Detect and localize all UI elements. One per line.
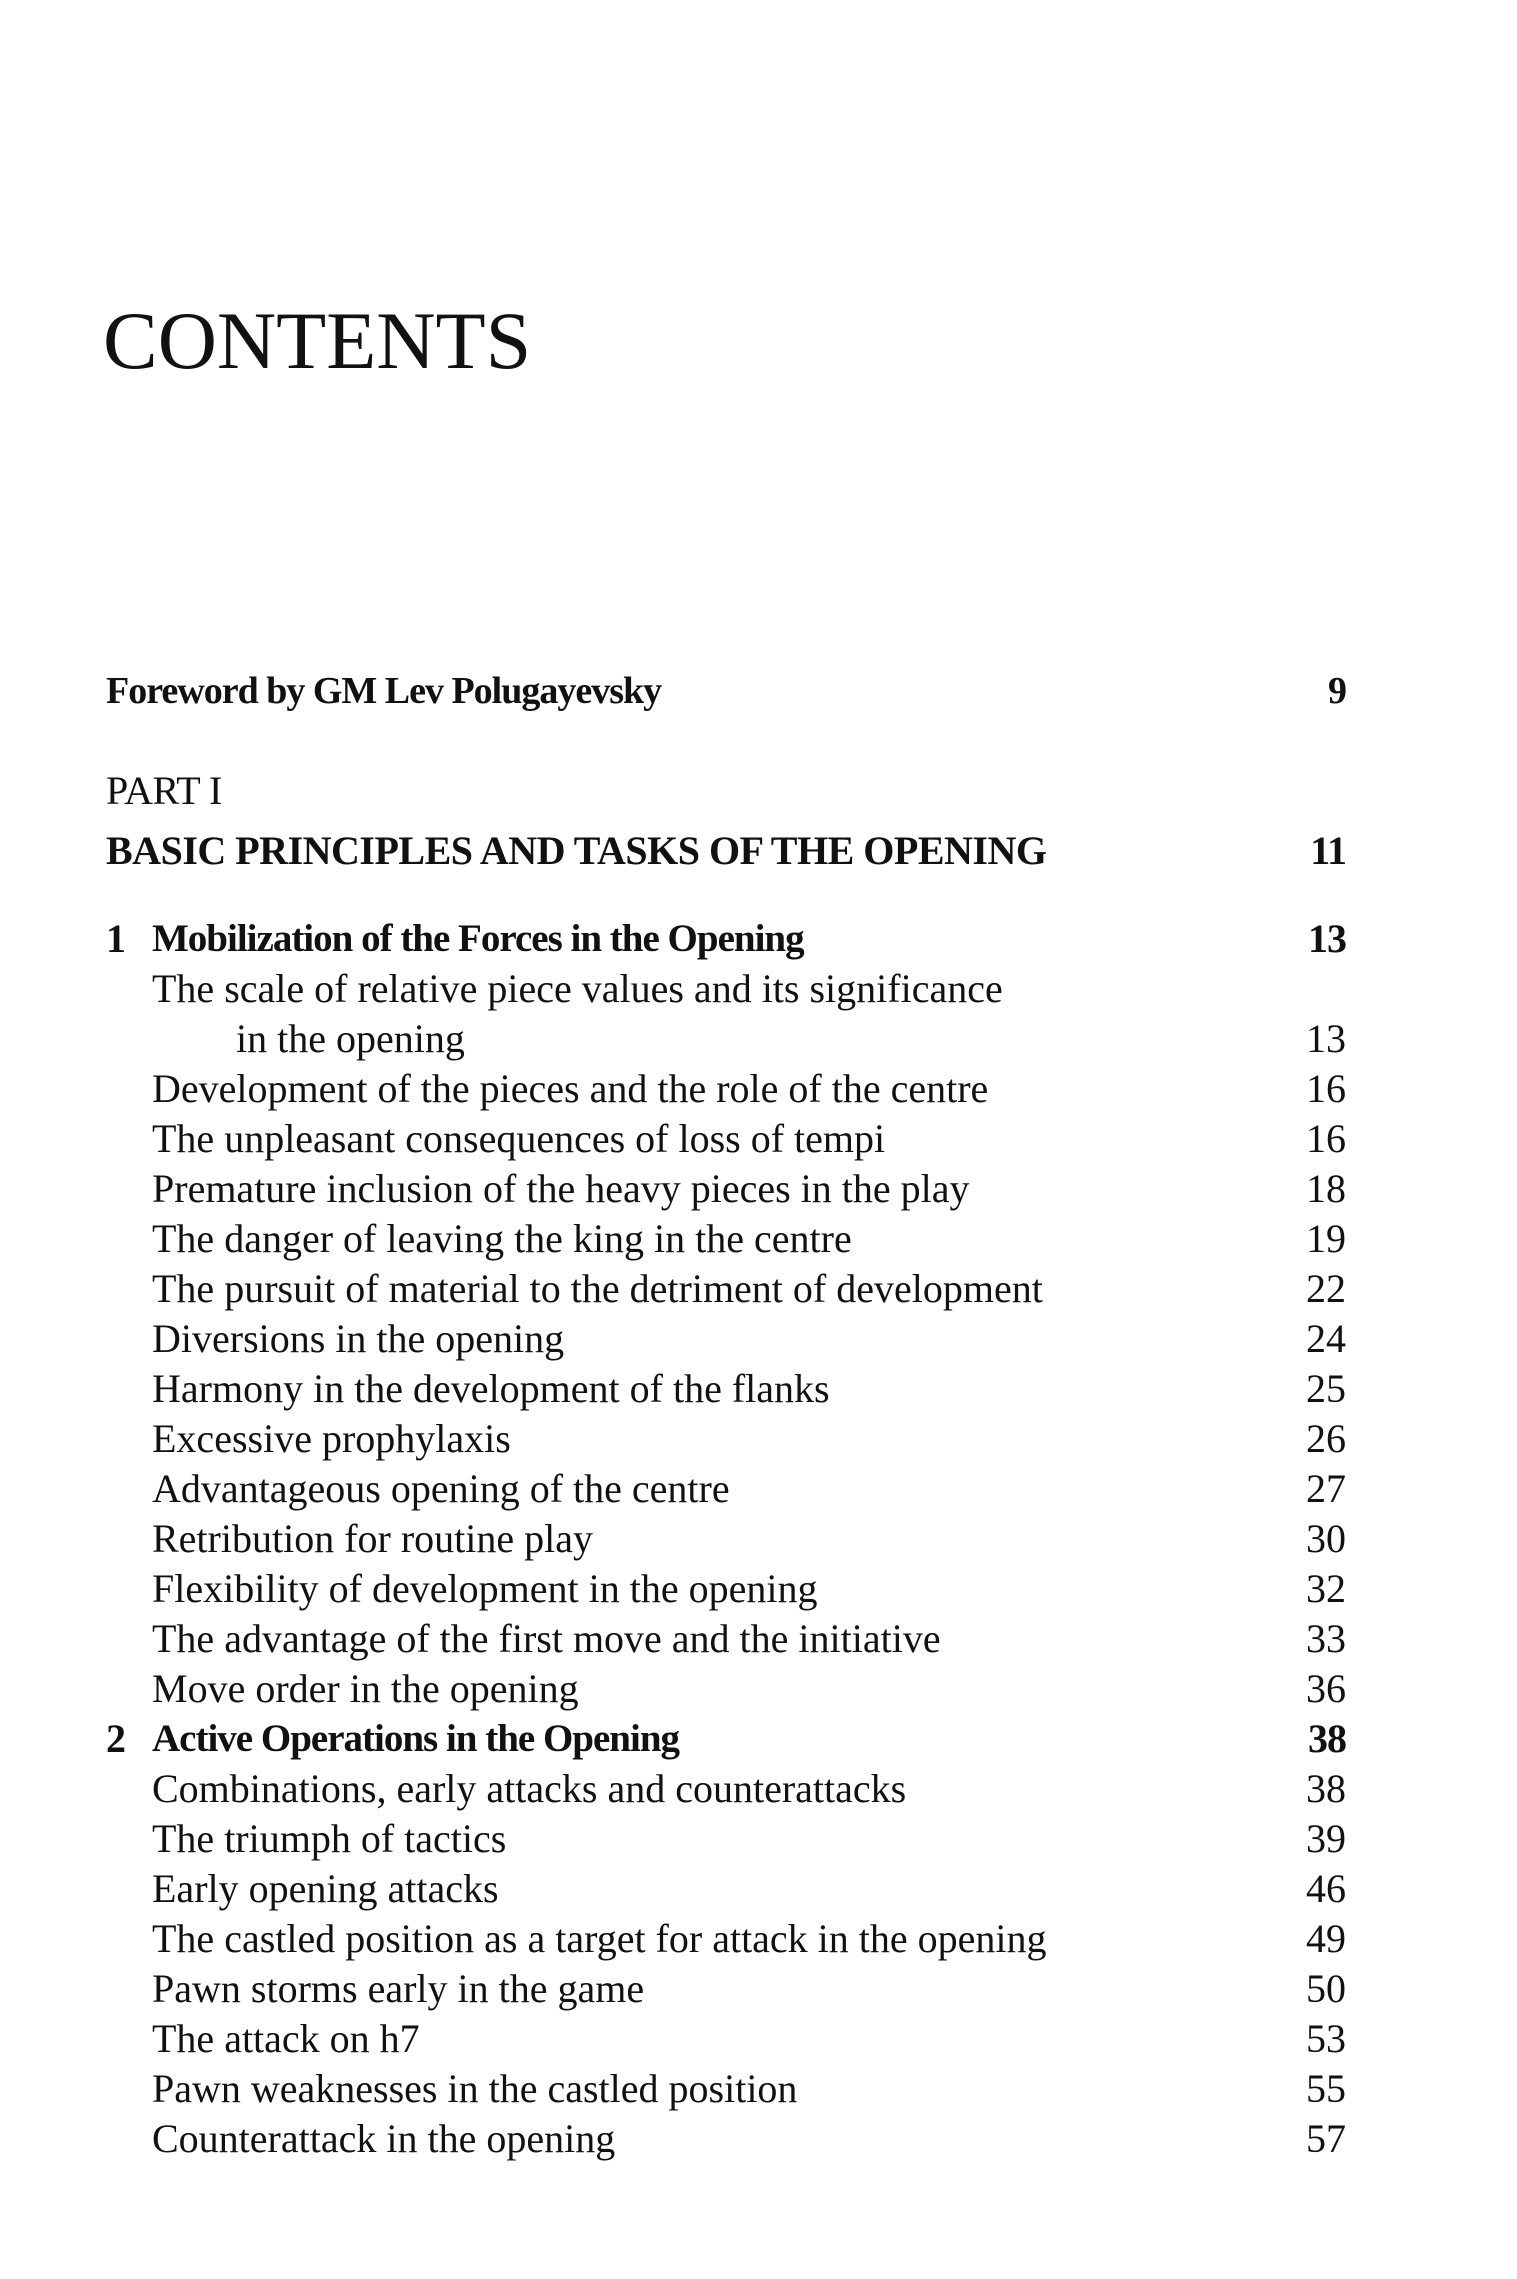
toc-section: [0, 1414, 1517, 1464]
section-label: Pawn weaknesses in the castled position: [152, 2066, 798, 2111]
section-page: 18: [1306, 1166, 1346, 1211]
part-page: 11: [1310, 828, 1346, 873]
toc-section: [0, 1114, 1517, 1164]
section-page: 46: [1306, 1866, 1346, 1911]
section-page: 33: [1306, 1616, 1346, 1661]
section-page: 19: [1306, 1216, 1346, 1261]
section-page: 16: [1306, 1066, 1346, 1111]
toc-section: [0, 1914, 1517, 1964]
toc-section: [0, 1964, 1517, 2014]
section-page: 30: [1306, 1516, 1346, 1561]
toc-section: [0, 1514, 1517, 1564]
section-page: 24: [1306, 1316, 1346, 1361]
toc-section: [0, 1464, 1517, 1514]
toc-section: [0, 1164, 1517, 1214]
toc-entry-foreword: [0, 666, 1517, 716]
section-label: The castled position as a target for attack in the opening: [152, 1916, 1047, 1961]
section-page: 49: [1306, 1916, 1346, 1961]
chapter-1-number: 1: [106, 916, 125, 961]
chapter-2-number: 2: [106, 1716, 125, 1761]
chapter-2-title: Active Operations in the Opening: [152, 1717, 680, 1760]
foreword-label: Foreword by GM Lev Polugayevsky: [106, 670, 662, 712]
toc-section: [0, 1214, 1517, 1264]
section-page: 26: [1306, 1416, 1346, 1461]
section-label: The attack on h7: [152, 2016, 420, 2061]
section-page: 16: [1306, 1116, 1346, 1161]
toc-section: [0, 1664, 1517, 1714]
section-page: 53: [1306, 2016, 1346, 2061]
part-label: PART I: [106, 768, 222, 813]
toc-section: [0, 2064, 1517, 2114]
section-label: Diversions in the opening: [152, 1316, 565, 1361]
section-page: 22: [1306, 1266, 1346, 1311]
section-label: Early opening attacks: [152, 1866, 499, 1911]
section-page: 57: [1306, 2116, 1346, 2161]
section-label: Retribution for routine play: [152, 1516, 594, 1561]
toc-section: [0, 964, 1517, 1014]
chapter-1-page: 13: [1308, 916, 1346, 961]
page-title: CONTENTS: [103, 295, 532, 386]
toc-section: [0, 1764, 1517, 1814]
toc-section: [0, 1814, 1517, 1864]
section-label: Harmony in the development of the flanks: [152, 1366, 830, 1411]
section-page: 36: [1306, 1666, 1346, 1711]
toc-section: [0, 1864, 1517, 1914]
toc-chapter-2: [0, 1714, 1517, 1764]
part-title: BASIC PRINCIPLES AND TASKS OF THE OPENING: [106, 828, 1047, 873]
section-label: Move order in the opening: [152, 1666, 579, 1711]
toc-section: [0, 1364, 1517, 1414]
chapter-2-page: 38: [1308, 1716, 1346, 1761]
chapter-1-title: Mobilization of the Forces in the Opening: [152, 917, 804, 960]
section-label: The triumph of tactics: [152, 1816, 507, 1861]
section-page: 32: [1306, 1566, 1346, 1611]
toc-part-label: [0, 766, 1517, 816]
section-label: Combinations, early attacks and counterattacks: [152, 1766, 907, 1811]
toc-section: [0, 1614, 1517, 1664]
section-label: Flexibility of development in the opening: [152, 1566, 818, 1611]
section-label: Counterattack in the opening: [152, 2116, 616, 2161]
toc-section: [0, 2114, 1517, 2164]
section-page: 55: [1306, 2066, 1346, 2111]
foreword-page: 9: [1328, 670, 1346, 712]
section-page: 25: [1306, 1366, 1346, 1411]
section-label: The danger of leaving the king in the centre: [152, 1216, 852, 1261]
toc-section: [0, 1314, 1517, 1364]
section-label: Pawn storms early in the game: [152, 1966, 645, 2011]
toc-part-title: [0, 826, 1517, 876]
section-page: 39: [1306, 1816, 1346, 1861]
toc-section: [0, 1014, 1517, 1064]
section-label: The pursuit of material to the detriment of development: [152, 1266, 1043, 1311]
section-page: 27: [1306, 1466, 1346, 1511]
section-label: Excessive prophylaxis: [152, 1416, 511, 1461]
toc-section: [0, 1064, 1517, 1114]
toc-chapter-1: [0, 914, 1517, 964]
section-label: in the opening: [236, 1016, 465, 1061]
section-page: 38: [1306, 1766, 1346, 1811]
section-label: The unpleasant consequences of loss of tempi: [152, 1116, 886, 1161]
toc-section: [0, 2014, 1517, 2064]
section-page: 13: [1306, 1016, 1346, 1061]
section-label: The scale of relative piece values and its significance: [152, 966, 1003, 1011]
section-page: 50: [1306, 1966, 1346, 2011]
section-label: Development of the pieces and the role of the centre: [152, 1066, 989, 1111]
toc-section: [0, 1264, 1517, 1314]
section-label: The advantage of the first move and the initiative: [152, 1616, 941, 1661]
toc-section: [0, 1564, 1517, 1614]
section-label: Advantageous opening of the centre: [152, 1466, 730, 1511]
section-label: Premature inclusion of the heavy pieces in the play: [152, 1166, 970, 1211]
